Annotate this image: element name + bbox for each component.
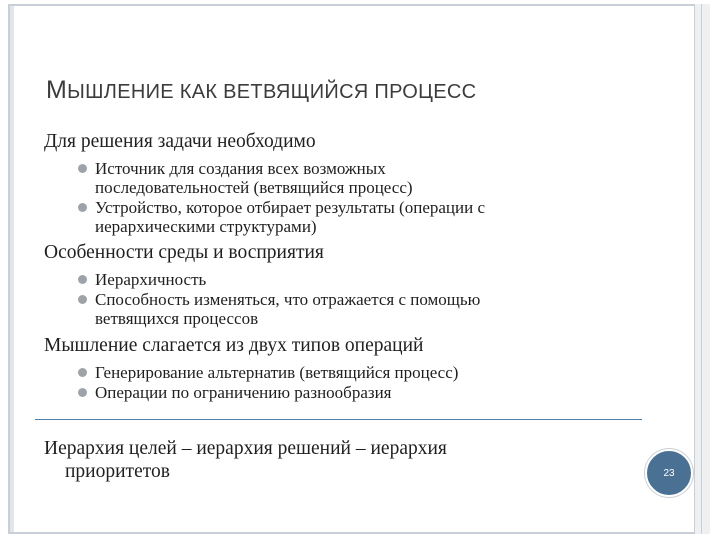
footer-line1: Иерархия целей – иерархия решений – иерархия xyxy=(44,438,447,459)
frame-right-border xyxy=(694,4,710,534)
list-item-line1: Устройство, которое отбирает результаты (операции с xyxy=(95,198,485,217)
list-item-line1: Иерархичность xyxy=(95,270,207,289)
list-item-line1: Операции по ограничению разнообразия xyxy=(95,383,392,402)
slide-content xyxy=(44,131,644,404)
list-item-line1: Генерирование альтернатив (ветвящийся процесс) xyxy=(95,363,459,382)
section-heading-3: Мышление слагается из двух типов операций xyxy=(44,335,424,356)
list-item-line1: Способность изменяться, что отражается с помощью xyxy=(95,290,481,309)
section-3-list xyxy=(44,363,644,402)
list-item-line2: последовательностей (ветвящийся процесс) xyxy=(95,178,413,197)
page-number-badge xyxy=(645,449,693,497)
footer-text xyxy=(44,437,564,483)
footer-line2: приоритетов xyxy=(65,461,170,482)
section-heading-2: Особенности среды и восприятия xyxy=(44,242,324,263)
bullet-icon xyxy=(78,164,87,173)
list-item-line1: Источник для создания всех возможных xyxy=(95,159,386,178)
section-1-list xyxy=(44,159,644,236)
list-item xyxy=(44,383,644,402)
bullet-icon xyxy=(78,295,87,304)
list-item xyxy=(44,363,644,382)
slide-title xyxy=(46,76,476,105)
bullet-icon xyxy=(78,275,87,284)
list-item-line2: ветвящихся процессов xyxy=(95,309,259,328)
bullet-icon xyxy=(78,203,87,212)
page-number: 23 xyxy=(663,467,675,479)
bullet-icon xyxy=(78,368,87,377)
list-item xyxy=(44,198,644,236)
bullet-icon xyxy=(78,388,87,397)
list-item xyxy=(44,290,644,328)
divider xyxy=(35,419,642,420)
title-rest: ЫШЛЕНИЕ КАК ВЕТВЯЩИЙСЯ ПРОЦЕСС xyxy=(67,81,477,103)
section-2-list xyxy=(44,270,644,328)
title-first-letter: М xyxy=(46,76,68,104)
list-item-line2: иерархическими структурами) xyxy=(95,217,317,236)
list-item xyxy=(44,159,644,197)
list-item xyxy=(44,270,644,289)
section-heading-1: Для решения задачи необходимо xyxy=(44,131,316,152)
